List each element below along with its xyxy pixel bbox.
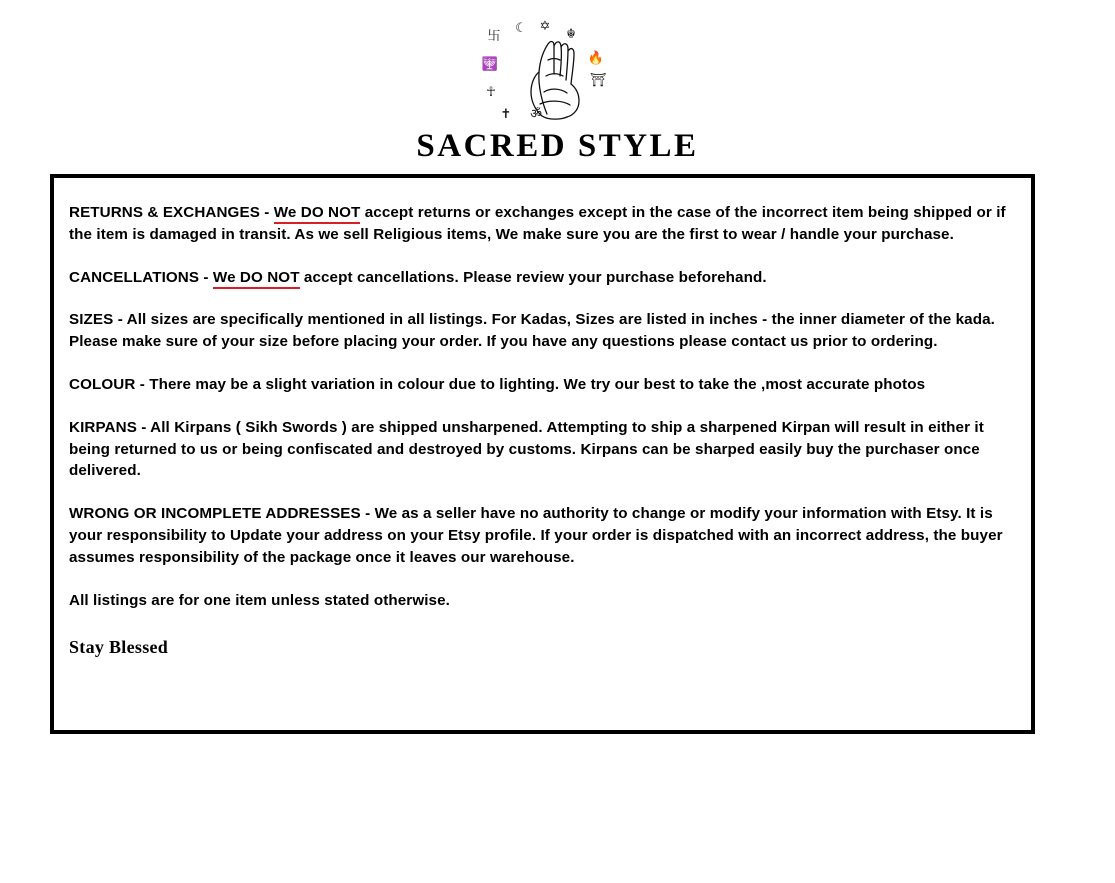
section-body: All Kirpans ( Sikh Swords ) are shipped unsharpened. Attempting to ship a sharpened Kirpan will result in either it being returned to us or being confiscated and destroyed by customs. Kirpans can be sharped easily buy the purchaser once delivered. [69,418,984,480]
section-body: We as a seller have no authority to change or modify your information with Etsy. It is your responsibility to Update your address on your Etsy profile. If your order is dispatched with an incorrect address, the buyer assumes responsibility of the package once it leaves our warehouse. [69,505,1003,566]
section-label: RETURNS & EXCHANGES [69,204,260,221]
section-body: accept cancellations. Please review your purchase beforehand. [299,268,767,286]
section-dash: - [113,311,127,329]
section-label: KIRPANS [69,418,137,436]
praying-hands-icon [468,14,648,126]
svg-text:☬: ☬ [565,27,576,42]
brand-name: SACRED STYLE [416,128,699,164]
logo-header [0,0,1115,165]
svg-text:✝: ✝ [500,107,511,122]
section-dash: - [199,268,213,286]
policy-closing: Stay Blessed [69,637,169,658]
policy-section-addresses [69,503,1015,568]
section-body: There may be a slight variation in colour due to lighting. We try our best to take the ,most accurate photos [149,375,926,393]
svg-text:☥: ☥ [485,85,496,100]
policy-section-sizes [69,309,1015,353]
policy-section-returns [69,202,1015,246]
policy-box [50,174,1035,734]
section-label: WRONG OR INCOMPLETE ADDRESSES [69,505,361,523]
section-label: COLOUR [69,375,136,393]
section-emphasis: We DO NOT [274,204,361,224]
svg-text:卐: 卐 [486,29,501,44]
section-dash: - [259,204,274,221]
svg-text:⛩: ⛩ [589,73,606,88]
section-label: CANCELLATIONS [69,268,200,286]
section-dash: - [360,505,375,523]
svg-text:✡: ✡ [539,19,550,34]
policy-note: All listings are for one item unless stated otherwise. [69,591,450,609]
svg-text:☾: ☾ [514,21,527,36]
policy-section-cancellations [69,267,1015,289]
svg-text:ॐ: ॐ [529,107,542,122]
policy-section-colour [69,374,1015,396]
policy-section-kirpans [69,417,1015,482]
svg-text:🔥: 🔥 [587,51,604,66]
svg-text:🕎: 🕎 [481,57,498,72]
section-dash: - [135,375,150,393]
policy-content [54,178,1031,669]
section-dash: - [136,418,151,436]
section-body: All sizes are specifically mentioned in all listings. For Kadas, Sizes are listed in inches - the inner diameter of the kada. Please make sure of your size before placing your order. If you have any questions please contact us prior to ordering. [69,311,995,351]
section-emphasis: We DO NOT [213,269,300,289]
section-label: SIZES [69,311,114,329]
section-body: accept returns or exchanges except in the case of the incorrect item being shipped or if the item is damaged in transit. As we sell Religious items, We make sure you are the first to wear / handle your purchase. [69,204,1006,243]
